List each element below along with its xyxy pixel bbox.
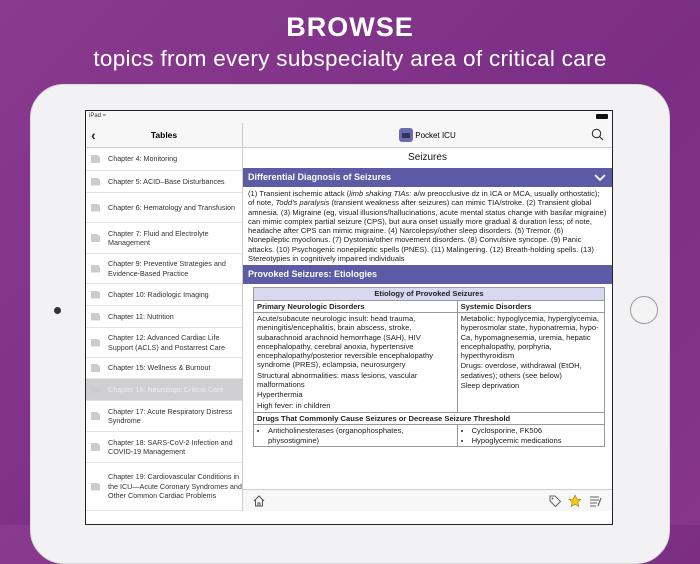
wifi-icon: ≈ xyxy=(102,113,106,119)
sidebar-item-label: Chapter 15: Wellness & Burnout xyxy=(108,363,211,373)
sidebar-item[interactable] xyxy=(86,432,242,463)
document-icon xyxy=(91,313,100,321)
sidebar-item[interactable] xyxy=(86,328,242,358)
sidebar-item-label: Chapter 10: Radiologic Imaging xyxy=(108,289,209,299)
sidebar-item-label: Chapter 12: Advanced Cardiac Life Support (ACLS) and Postarrest Care xyxy=(108,333,226,352)
nav-bar xyxy=(86,123,612,148)
content-pane xyxy=(243,148,612,511)
document-icon xyxy=(91,265,100,273)
table-cell xyxy=(457,425,604,447)
cell-line: Hyperthermia xyxy=(257,390,303,400)
table-cell xyxy=(457,312,604,412)
sidebar-item[interactable] xyxy=(86,171,242,193)
sidebar-item[interactable] xyxy=(86,193,242,223)
sidebar-item[interactable] xyxy=(86,379,242,401)
sidebar-item-label: Chapter 4: Monitoring xyxy=(108,154,178,164)
list-item: • Hypoglycemic medications xyxy=(472,436,601,445)
document-icon xyxy=(91,291,100,299)
sidebar-item-label: Chapter 18: SARS-CoV-2 Infection and COVID-19 Management xyxy=(108,437,233,456)
cell-line: Metabolic: hypoglycemia, hyperglycemia, hyperosmolar state, hyponatremia, hypo-Ca, hypomagnesemia, uremia, hepatic encephalopathy, porphyria, hyperthyroidism xyxy=(460,313,600,361)
hero xyxy=(0,12,700,72)
sidebar-item[interactable] xyxy=(86,358,242,379)
list-item: • Cyclosporine, FK506 xyxy=(472,426,601,435)
chevron-down-icon[interactable] xyxy=(594,174,606,182)
column-header: Primary Neurologic Disorders xyxy=(254,300,458,312)
sidebar-item[interactable] xyxy=(86,306,242,328)
page-title: Seizures xyxy=(408,152,447,163)
sidebar-item[interactable] xyxy=(86,223,242,254)
notes-icon[interactable] xyxy=(589,494,603,508)
differential-text: (1) Transient ischemic attack (limb shaking TIAs: a/w preocclusive dz in ICA or MCA, usually orthostatic); of note, Todd's paralysis (transient weakness after seizures) can mimic TIA/stroke. (2) Transient global amnesia. (3) Migraine (eg, visual illusions/hallucinations, acute mental status change with basilar migraine) can mimic complex partial seizure (CPS), but aura onset usually more gradual & duration less; of note, headache after CPS can mimic migraine. (4) Narcolepsy/other sleep disorders. (5) Tremor. (6) Nonepileptic myoclonus. (7) Dystonia/other movement disorders. (8) Convulsive syncope. (9) Panic attacks. (10) Psychogenic nonepileptic spells (PNES). (11) Malingering. (12) Breath-holding spells. (13) Stereotypies in cognitively impaired individuals xyxy=(248,189,607,264)
document-icon xyxy=(91,443,100,451)
document-icon xyxy=(91,234,100,242)
app-logo-icon xyxy=(399,128,413,142)
search-icon[interactable] xyxy=(591,128,604,141)
sidebar-item-label: Chapter 11: Nutrition xyxy=(108,311,174,321)
sidebar-item[interactable] xyxy=(86,463,242,511)
bottom-toolbar xyxy=(243,489,612,511)
document-icon xyxy=(91,483,100,491)
status-bar xyxy=(86,111,612,123)
sidebar-item-label: Chapter 6: Hematology and Transfusion xyxy=(108,202,236,212)
section-header-differential[interactable] xyxy=(243,168,612,187)
document-icon xyxy=(91,364,100,372)
document-icon xyxy=(91,178,100,186)
cell-line: Drugs: overdose, withdrawal (EtOH, sedatives); others (see below) xyxy=(460,361,582,380)
document-icon xyxy=(91,386,100,394)
cell-line: Structural abnormalities: mass lesions, vascular malformations xyxy=(257,370,418,390)
sidebar-item[interactable] xyxy=(86,254,242,284)
app-name: Pocket ICU xyxy=(415,130,456,140)
battery-icon xyxy=(596,114,608,119)
table-cell xyxy=(254,312,458,412)
hero-title: BROWSE xyxy=(286,12,414,42)
document-icon xyxy=(91,155,100,163)
sidebar-title: Tables xyxy=(150,130,178,140)
home-hardware-button[interactable] xyxy=(630,296,658,324)
device-label: iPad xyxy=(89,113,102,119)
list-item: • Anticholinesterases (organophosphates, physostigmine) xyxy=(268,426,454,445)
table-caption: Etiology of Provoked Seizures xyxy=(254,288,605,300)
camera xyxy=(54,307,61,314)
drugs-header: Drugs That Commonly Cause Seizures or Decrease Seizure Threshold xyxy=(254,412,605,424)
cell-line: Sleep deprivation xyxy=(460,381,520,391)
document-icon xyxy=(91,204,100,212)
table-cell xyxy=(254,425,458,447)
column-header: Systemic Disorders xyxy=(457,300,604,312)
sidebar-item-label: Chapter 9: Preventive Strategies and Evidence-Based Practice xyxy=(108,259,226,278)
etiology-table xyxy=(253,287,605,446)
hero-subtitle: topics from every subspecialty area of critical care xyxy=(93,46,607,71)
section-title: Provoked Seizures: Etiologies xyxy=(248,269,378,280)
sidebar-item[interactable] xyxy=(86,284,242,306)
sidebar-item-label: Chapter 5: ACID–Base Disturbances xyxy=(108,176,225,186)
back-button[interactable]: ‹ xyxy=(91,127,96,143)
star-icon[interactable] xyxy=(568,494,582,508)
sidebar-item[interactable] xyxy=(86,401,242,432)
document-icon xyxy=(91,339,100,347)
section-title: Differential Diagnosis of Seizures xyxy=(248,172,392,182)
tag-icon[interactable] xyxy=(548,494,562,508)
section-header-provoked[interactable] xyxy=(243,265,612,284)
chapter-list xyxy=(86,148,243,511)
sidebar-item[interactable] xyxy=(86,148,242,171)
app-screen xyxy=(85,110,613,525)
sidebar-item-label: Chapter 16: Neurologic Critical Care xyxy=(108,384,224,394)
sidebar-item-label: Chapter 17: Acute Respiratory Distress Syndrome xyxy=(108,406,233,425)
cell-line: Acute/subacute neurologic insult: head trauma, meningitis/encephalitis, brain abscess, stroke, subarachnoid arachnoid hemorrhage (SAH), HIV encephalopathy, cerebral anoxia, hypertensive encephalopathy/posterior reversible encephalopathy syndrome (PRES), eclampsia, neurosurgery xyxy=(257,313,434,370)
document-icon xyxy=(91,412,100,420)
sidebar-item-label: Chapter 7: Fluid and Electrolyte Management xyxy=(108,228,209,247)
cell-line: High fever: in children xyxy=(257,400,331,410)
home-icon[interactable] xyxy=(252,494,266,508)
sidebar-item-label: Chapter 19: Cardiovascular Conditions in the ICU—Acute Coronary Syndromes and Other Common Cardiac Problems xyxy=(108,472,242,501)
